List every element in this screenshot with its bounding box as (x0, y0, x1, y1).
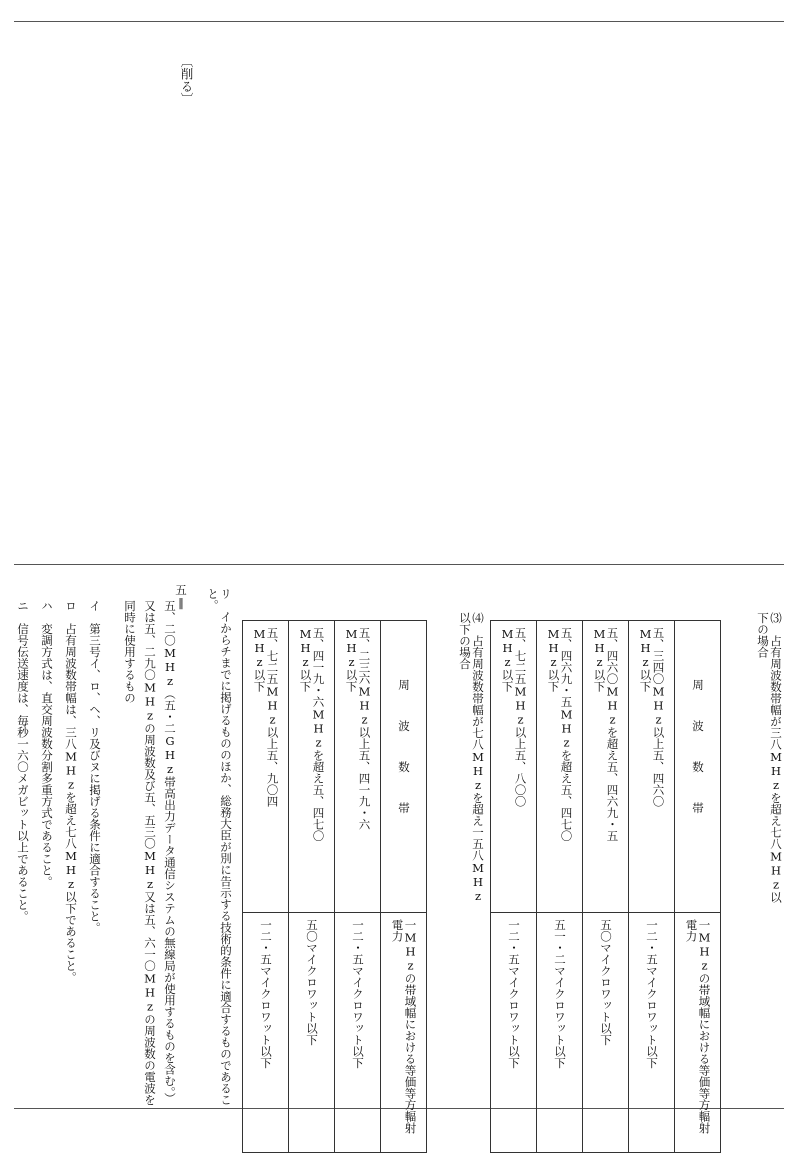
t3-row1-power: 一二・五マイクロワット以下 (629, 913, 675, 1153)
t4-row1-power: 一二・五マイクロワット以下 (335, 913, 381, 1153)
middle-rule (14, 564, 784, 565)
t3-header-power: 一MHzの帯域幅における等価等方輻射電力 (675, 913, 721, 1153)
item5-text: 五、二〇MHz（五・二GHz帯高出力データ通信システムの無線局が使用するものを含む。）又は五、二九〇MHzの周波数及び五、五三〇MHz又は五、六一〇MHzの周波数の電波を同時に使用するもの (123, 600, 177, 1106)
t3-row3-power: 五一・二マイクロワット以下 (537, 913, 583, 1153)
t4-row2-power: 五〇マイクロワット以下 (289, 913, 335, 1153)
item5-number: 五‖ (174, 584, 188, 610)
t3-row3-band: 五、四六九・五MHzを超え五、四七〇MHz以下 (537, 621, 583, 913)
t3-row4-band: 五、七二五MHz以上五、八〇〇MHz以下 (491, 621, 537, 913)
top-rule (14, 21, 784, 22)
item5-sub-ni: ニ 信号伝送速度は、毎秒一六〇メガビット以上であること。 (16, 600, 30, 922)
clause-ri: リ イからチまでに掲げるもののほか、総務大臣が別に告示する技術的条件に適合するものであること。 (206, 588, 233, 1106)
section3-table (490, 620, 721, 1153)
section4-heading: ⑷ 占有周波数帯幅が七八MHzを超え一五八MHz以下の場合 (458, 612, 485, 903)
t4-header-band: 周 波 数 帯 (381, 621, 427, 913)
deleted-note: 〔削る〕 (179, 55, 194, 105)
t3-row2-power: 五〇マイクロワット以下 (583, 913, 629, 1153)
t4-row1-band: 五、二三六MHz以上五、四一九・六MHz以下 (335, 621, 381, 913)
section3-heading: ⑶ 占有周波数帯幅が三八MHzを超え七八MHz以下の場合 (756, 612, 783, 903)
item5-sub-i: イ 第三号イ、ロ、ヘ、リ及びヌに掲げる条件に適合すること。 (88, 600, 102, 934)
t3-row4-power: 一二・五マイクロワット以下 (491, 913, 537, 1153)
t3-row1-band: 五、三四〇MHz以上五、四六〇MHz以下 (629, 621, 675, 913)
section4-table (242, 620, 427, 1153)
t4-header-power: 一MHzの帯域幅における等価等方輻射電力 (381, 913, 427, 1153)
t3-header-band: 周 波 数 帯 (675, 621, 721, 913)
t4-row3-band: 五、七二五MHz以上五、九〇四MHz以下 (243, 621, 289, 913)
t4-row2-band: 五、四一九・六MHzを超え五、四七〇MHz以下 (289, 621, 335, 913)
item5-sub-ha: ハ 変調方式は、直交周波数分割多重方式であること。 (40, 600, 54, 888)
t3-row2-band: 五、四六〇MHzを超え五、四六九・五MHz以下 (583, 621, 629, 913)
item5-sub-ro: ロ 占有周波数帯幅は、三八MHzを超え七八MHz以下であること。 (64, 600, 78, 983)
t4-row3-power: 一二・五マイクロワット以下 (243, 913, 289, 1153)
